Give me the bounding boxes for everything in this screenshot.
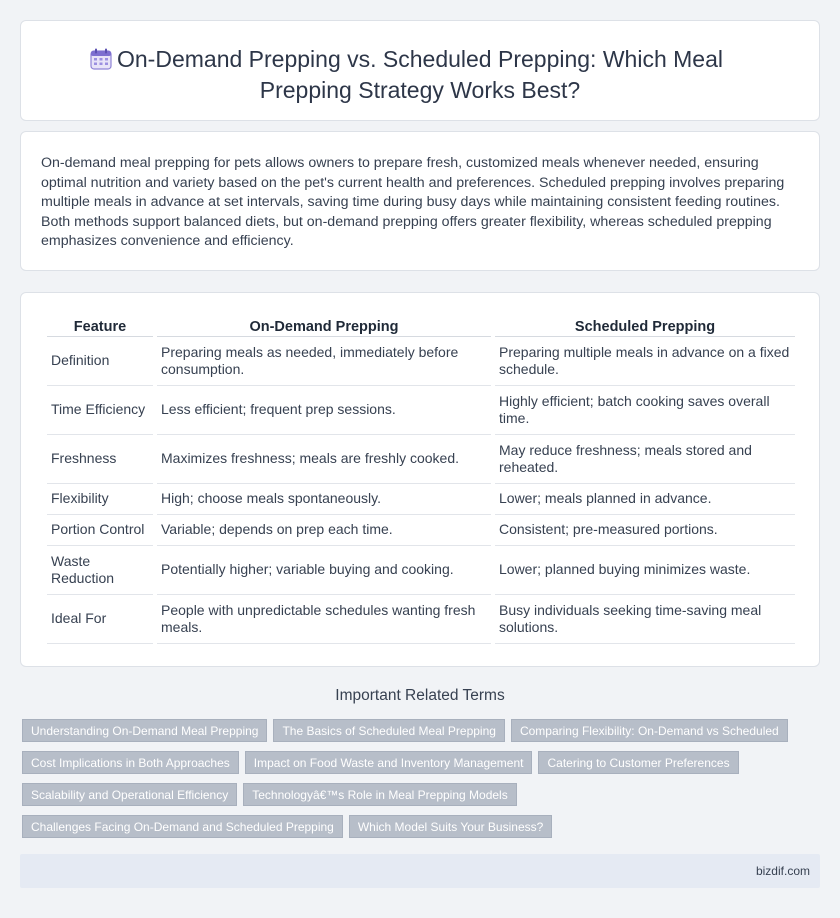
feature-cell: Definition <box>47 337 153 386</box>
scheduled-cell: Preparing multiple meals in advance on a fixed schedule. <box>495 337 795 386</box>
feature-cell: Flexibility <box>47 484 153 515</box>
related-term-tag[interactable]: The Basics of Scheduled Meal Prepping <box>273 719 504 742</box>
feature-cell: Portion Control <box>47 515 153 546</box>
table-row <box>47 484 795 515</box>
summary-card <box>20 131 820 271</box>
header-scheduled: Scheduled Prepping <box>495 313 795 337</box>
related-term-tag[interactable]: Impact on Food Waste and Inventory Management <box>245 751 533 774</box>
summary-text: On-demand meal prepping for pets allows owners to prepare fresh, customized meals whenever needed, ensuring optimal nutrition and variety based on the pet's current health and preferences. Scheduled prepping involves preparing multiple meals in advance at set intervals, saving time during busy days while maintaining consistent feeding routines. Both methods support balanced diets, but on-demand prepping offers greater flexibility, whereas scheduled prepping emphasizes convenience and efficiency. <box>41 155 785 249</box>
scheduled-cell: Busy individuals seeking time-saving meal solutions. <box>495 595 795 644</box>
related-term-tag[interactable]: Technologyâ€™s Role in Meal Prepping Models <box>243 783 516 806</box>
tag-row <box>22 751 812 774</box>
feature-cell: Waste Reduction <box>47 546 153 595</box>
tag-row <box>22 815 812 838</box>
scheduled-cell: May reduce freshness; meals stored and reheated. <box>495 435 795 484</box>
table-row <box>47 546 795 595</box>
table-row <box>47 515 795 546</box>
scheduled-cell: Highly efficient; batch cooking saves overall time. <box>495 386 795 435</box>
footer-site-link[interactable]: bizdif.com <box>755 864 810 878</box>
on-demand-cell: High; choose meals spontaneously. <box>157 484 491 515</box>
scheduled-cell: Lower; meals planned in advance. <box>495 484 795 515</box>
header-on-demand: On-Demand Prepping <box>157 313 491 337</box>
on-demand-cell: Maximizes freshness; meals are freshly cooked. <box>157 435 491 484</box>
header-feature: Feature <box>47 313 153 337</box>
on-demand-cell: Variable; depends on prep each time. <box>157 515 491 546</box>
table-row <box>47 595 795 644</box>
feature-cell: Time Efficiency <box>47 386 153 435</box>
table-row <box>47 386 795 435</box>
on-demand-cell: Preparing meals as needed, immediately before consumption. <box>157 337 491 386</box>
feature-cell: Ideal For <box>47 595 153 644</box>
table-row <box>47 435 795 484</box>
title-card <box>20 20 820 121</box>
comparison-table-card <box>20 292 820 667</box>
page-title: On-Demand Prepping vs. Scheduled Prepping: Which Meal Prepping Strategy Works Best? <box>117 46 723 103</box>
related-term-tag[interactable]: Comparing Flexibility: On-Demand vs Scheduled <box>511 719 788 742</box>
related-terms-list <box>22 719 812 847</box>
on-demand-cell: Less efficient; frequent prep sessions. <box>157 386 491 435</box>
scheduled-cell: Consistent; pre-measured portions. <box>495 515 795 546</box>
related-term-tag[interactable]: Scalability and Operational Efficiency <box>22 783 237 806</box>
feature-cell: Freshness <box>47 435 153 484</box>
related-term-tag[interactable]: Cost Implications in Both Approaches <box>22 751 239 774</box>
scheduled-cell: Lower; planned buying minimizes waste. <box>495 546 795 595</box>
tag-row <box>22 783 812 806</box>
related-term-tag[interactable]: Understanding On-Demand Meal Prepping <box>22 719 267 742</box>
related-term-tag[interactable]: Catering to Customer Preferences <box>538 751 738 774</box>
table-header-row <box>47 313 795 337</box>
related-terms-title: Important Related Terms <box>335 687 505 704</box>
comparison-table <box>43 313 799 644</box>
on-demand-cell: People with unpredictable schedules wanting fresh meals. <box>157 595 491 644</box>
on-demand-cell: Potentially higher; variable buying and cooking. <box>157 546 491 595</box>
related-term-tag[interactable]: Challenges Facing On-Demand and Scheduled Prepping <box>22 815 343 838</box>
related-term-tag[interactable]: Which Model Suits Your Business? <box>349 815 552 838</box>
tag-row <box>22 719 812 742</box>
table-row <box>47 337 795 386</box>
page-title-wrap <box>81 44 759 106</box>
footer-bar <box>20 854 820 888</box>
